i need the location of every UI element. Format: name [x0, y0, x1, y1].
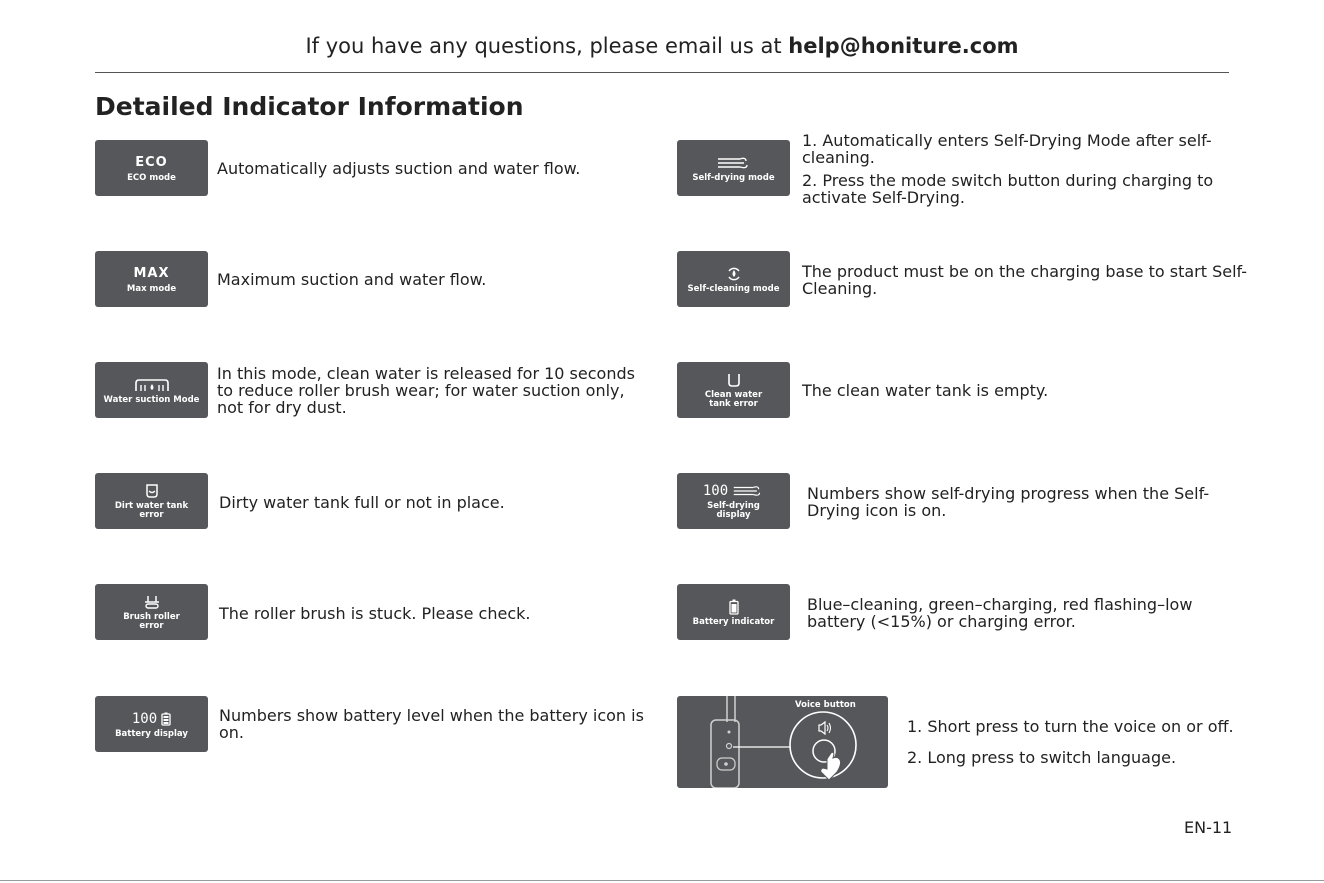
- indicator-label: ECO mode: [127, 172, 176, 183]
- header-text: If you have any questions, please email us at: [305, 34, 789, 58]
- battery-indicator-icon: [729, 598, 739, 616]
- bottom-divider: [0, 880, 1324, 881]
- indicator-description: Numbers show self-drying progress when the Self- Drying icon is on.: [807, 484, 1210, 520]
- indicator-description: Blue–cleaning, green–charging, red flashing–low battery (<15%) or charging error.: [807, 595, 1193, 631]
- self-drying-display-icon: 100: [703, 482, 764, 500]
- indicator-badge-battery-display: [95, 696, 208, 752]
- support-email[interactable]: help@honiture.com: [788, 34, 1019, 58]
- indicator-description: Dirty water tank full or not in place.: [219, 493, 505, 512]
- indicator-description: The clean water tank is empty.: [802, 381, 1049, 400]
- indicator-badge-clean-water-tank: [677, 362, 790, 418]
- indicator-badge-brush-roller: [95, 584, 208, 640]
- indicator-description: 1. Automatically enters Self-Drying Mode after self- cleaning. 2. Press the mode switch button during charging to activate Self-Drying.: [802, 131, 1214, 207]
- header-divider: [95, 72, 1229, 73]
- indicator-badge-eco: [95, 140, 208, 196]
- indicator-badge-self-cleaning: [677, 251, 790, 307]
- indicator-label: Dirt water tank error: [114, 501, 189, 520]
- max-icon: MAX: [133, 266, 170, 281]
- page-header: [95, 34, 1229, 58]
- eco-icon: ECO: [135, 155, 168, 170]
- indicator-badge-dirt-water-tank: [95, 473, 208, 529]
- voice-button-label: Voice button: [795, 700, 856, 710]
- indicator-label: Clean water tank error: [704, 390, 763, 409]
- voice-instruction-2: 2. Long press to switch language.: [907, 748, 1177, 767]
- clean-water-tank-icon: [726, 371, 742, 389]
- indicator-badge-water-suction: [95, 362, 208, 418]
- voice-instruction-1: 1. Short press to turn the voice on or off.: [907, 717, 1234, 736]
- indicator-label: Max mode: [126, 283, 177, 294]
- indicator-label: Self-drying mode: [692, 172, 775, 183]
- indicator-description: In this mode, clean water is released for 10 seconds to reduce roller brush wear; for water suction only, not for dry dust.: [217, 364, 635, 417]
- indicator-description: Numbers show battery level when the battery icon is on.: [219, 706, 644, 742]
- self-cleaning-icon: [725, 265, 743, 283]
- dirt-water-tank-icon: [144, 482, 160, 500]
- indicator-label: Self-cleaning mode: [687, 283, 780, 294]
- page-title: Detailed Indicator Information: [95, 92, 524, 121]
- battery-display-icon: 100: [132, 710, 171, 728]
- page-number: EN-11: [1184, 818, 1233, 837]
- self-drying-icon: [716, 154, 752, 172]
- indicator-badge-self-drying-display: [677, 473, 790, 529]
- indicator-description: The product must be on the charging base to start Self- Cleaning.: [802, 262, 1248, 298]
- indicator-badge-self-drying: [677, 140, 790, 196]
- device-handle-illustration: [677, 696, 888, 788]
- indicator-description: The roller brush is stuck. Please check.: [219, 604, 531, 623]
- indicator-description: Automatically adjusts suction and water flow.: [217, 159, 581, 178]
- indicator-label: Self-drying display: [707, 501, 760, 520]
- indicator-label: Battery indicator: [692, 616, 775, 627]
- voice-button-illustration: [677, 696, 888, 788]
- indicator-badge-max: [95, 251, 208, 307]
- indicator-badge-battery: [677, 584, 790, 640]
- water-suction-icon: [132, 376, 172, 394]
- indicator-label: Battery display: [115, 728, 188, 739]
- indicator-description: Maximum suction and water flow.: [217, 270, 487, 289]
- indicator-label: Water suction Mode: [103, 394, 200, 405]
- indicator-label: Brush roller error: [123, 612, 180, 631]
- brush-roller-icon: [143, 593, 161, 611]
